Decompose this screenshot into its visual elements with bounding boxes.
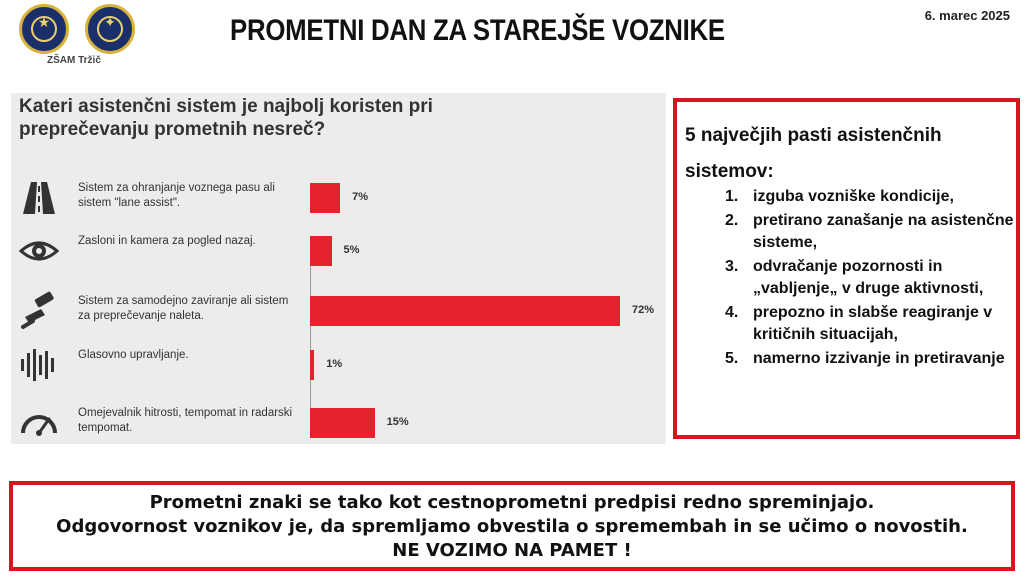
list-item: 5. namerno izzivanje in pretiravanje [725, 350, 1005, 367]
bar-category-label: Sistem za ohranjanje voznega pasu ali sistem "lane assist". [78, 182, 275, 209]
bar-value-label: 15% [386, 416, 409, 428]
footer-line-3: NE VOZIMO NA PAMET ! [392, 540, 632, 561]
footer-line-1: Prometni znaki se tako kot cestnoprometni predpisi redno spreminjajo. [149, 492, 875, 513]
police-logo-left: ★ [19, 4, 69, 54]
bar-value-label: 7% [352, 191, 369, 203]
list-item: 3. odvračanje pozornosti in „vabljenje„ v druge aktivnosti, [725, 258, 984, 297]
bar [310, 408, 375, 438]
bar [310, 350, 314, 380]
eye-icon [19, 231, 59, 271]
org-name: ZŠAM Tržič [47, 55, 101, 66]
pitfalls-box [673, 98, 1020, 439]
brake-pedal-icon [19, 291, 59, 331]
chart-title: Kateri asistenčni sistem je najbolj koristen pri preprečevanju prometnih nesreč? [19, 96, 433, 140]
bar-category-label: Glasovno upravljanje. [78, 349, 189, 361]
road-icon [19, 178, 59, 218]
bar-value-label: 5% [343, 244, 360, 256]
bar-category-label: Zasloni in kamera za pogled nazaj. [78, 235, 256, 247]
bar-value-label: 72% [632, 304, 655, 316]
bar-category-label: Sistem za samodejno zaviranje ali sistem za preprečevanje naleta. [78, 295, 289, 322]
bar-value-label: 1% [326, 358, 343, 370]
list-item: 2. pretirano zanašanje na asistenčne sisteme, [725, 212, 1014, 251]
list-item: 4. prepozno in slabše reagiranje v kritičnih situacijah, [725, 304, 993, 343]
footer-line-2: Odgovornost voznikov je, da spremljamo obvestila o spremembah in se učimo o novostih. [56, 516, 968, 537]
police-logo-right: ✦ [85, 4, 135, 54]
pitfalls-title: 5 največjih pasti asistenčnih sistemov: [685, 125, 942, 182]
bar [310, 236, 332, 266]
speedometer-icon [19, 403, 59, 443]
footer-notice [9, 481, 1015, 571]
pitfalls-list [725, 186, 1015, 372]
bar [310, 296, 620, 326]
voice-wave-icon [19, 345, 59, 385]
bar-category-label: Omejevalnik hitrosti, tempomat in radarski tempomat. [78, 407, 293, 434]
bar [310, 183, 340, 213]
date-label: 6. marec 2025 [924, 8, 1010, 23]
page-title: PROMETNI DAN ZA STAREJŠE VOZNIKE [230, 14, 725, 47]
list-item: 1. izguba vozniške kondicije, [725, 188, 954, 205]
chart-panel [11, 93, 666, 444]
